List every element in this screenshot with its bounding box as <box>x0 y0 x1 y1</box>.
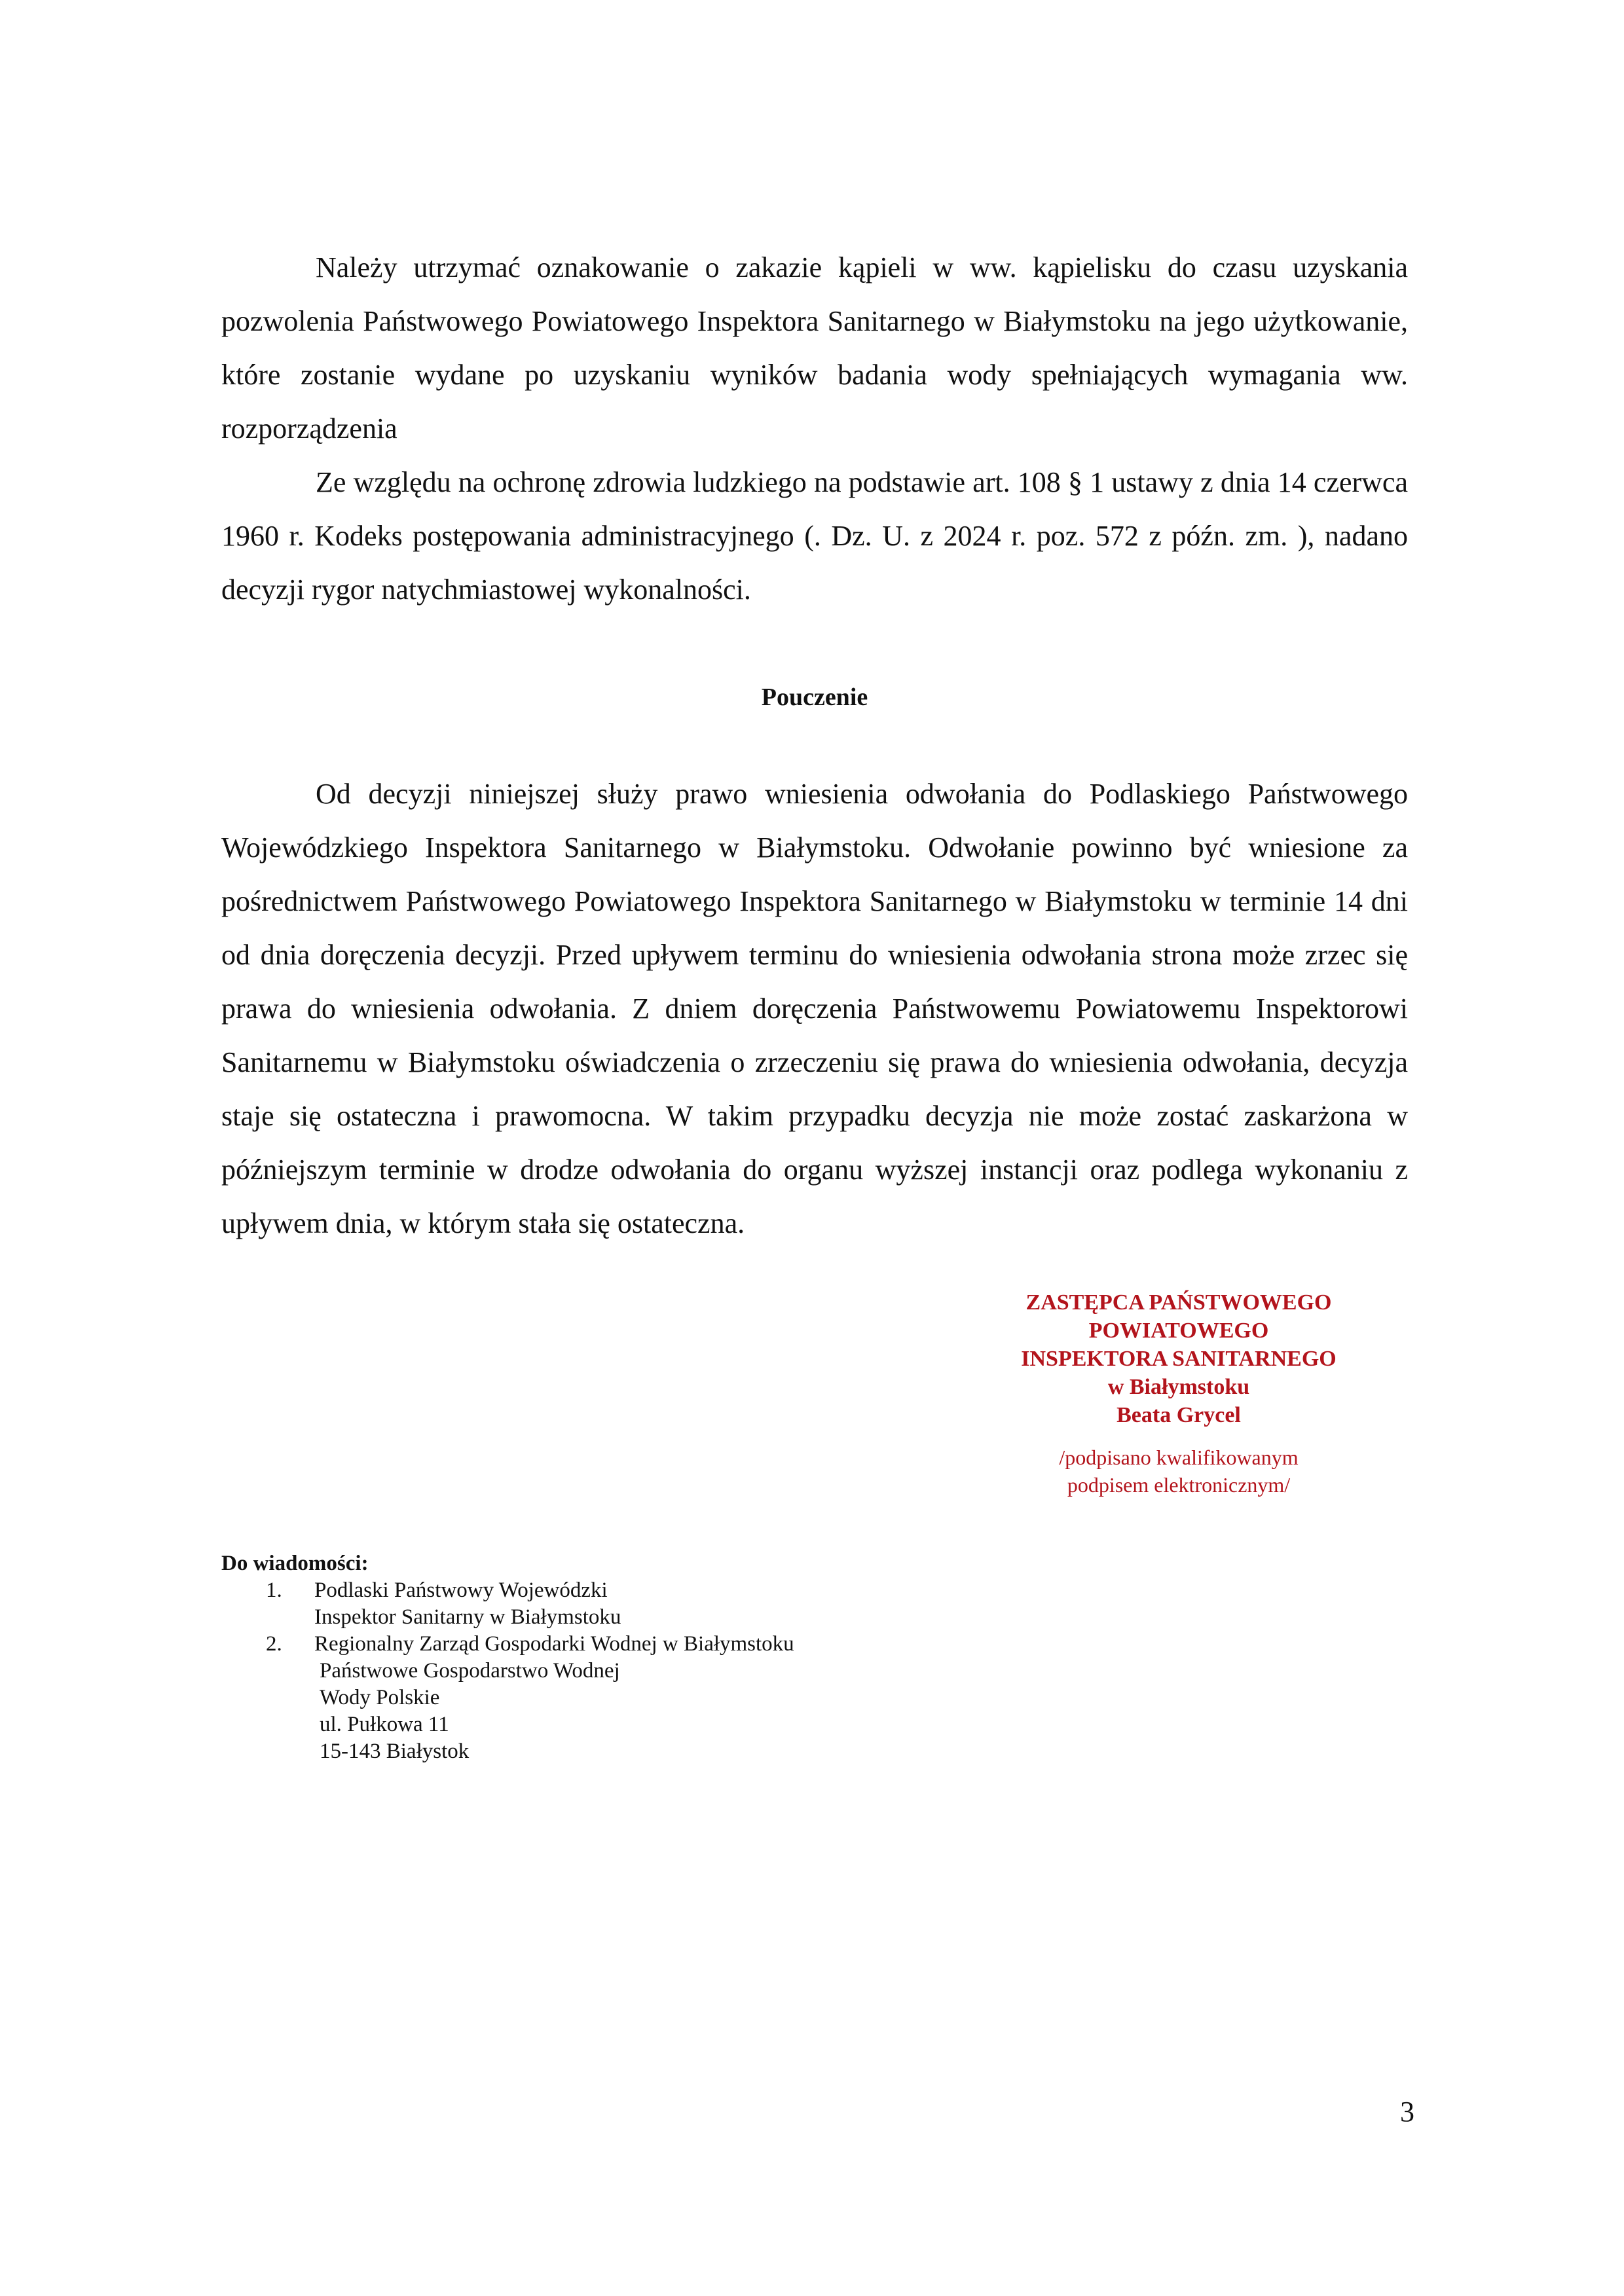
recipient-line: ul. Pułkowa 11 <box>320 1713 449 1736</box>
decision-paragraph: Ze względu na ochronę zdrowia ludzkiego na podstawie art. 108 § 1 ustawy z dnia 14 czerwca 1960 r. Kodeks postępowania administracyjnego (. Dz. U. z 2024 r. poz. 572 z późn. zm. ), nadano decyzji rygor natychmiastowej wykonalności. <box>221 466 1408 606</box>
signatory-title-line: ZASTĘPCA PAŃSTWOWEGO <box>1025 1290 1332 1315</box>
recipient-line: Regionalny Zarząd Gospodarki Wodnej w Białymstoku <box>314 1632 794 1656</box>
recipient-number: 1. <box>266 1578 282 1602</box>
appeal-paragraph: Od decyzji niniejszej służy prawo wniesienia odwołania do Podlaskiego Państwowego Wojewódzkiego Inspektora Sanitarnego w Białymstoku. Odwołanie powinno być wniesione za pośrednictwem Państwowego Powiatowego Inspektora Sanitarnego w Białymstoku w terminie 14 dni od dnia doręczenia decyzji. Przed upływem terminu do wniesienia odwołania strona może zrzec się prawa do wniesienia odwołania. Z dniem doręczenia Państwowemu Powiatowemu Inspektorowi Sanitarnemu w Białymstoku oświadczenia o zrzeczeniu się prawa do wniesienia odwołania, decyzja staje się ostateczna i prawomocna. W takim przypadku decyzja nie może zostać zaskarżona w późniejszym terminie w drodze odwołania do organu wyższej instancji oraz podlega wykonaniu z upływem dnia, w którym stała się ostateczna. <box>221 778 1408 1239</box>
recipient-line: 15-143 Białystok <box>320 1740 470 1763</box>
decision-paragraph: Należy utrzymać oznakowanie o zakazie kąpieli w ww. kąpielisku do czasu uzyskania pozwolenia Państwowego Powiatowego Inspektora Sanitarnego w Białymstoku na jego użytkowanie, które zostanie wydane po uzyskaniu wyników badania wody spełniających wymagania ww. rozporządzenia <box>221 251 1408 445</box>
decision-text <box>221 241 1408 617</box>
recipient-line: Inspektor Sanitarny w Białymstoku <box>314 1605 621 1629</box>
signatory-office-line: w Białymstoku <box>1107 1375 1250 1399</box>
recipient-number: 2. <box>266 1632 282 1656</box>
recipient-line: Podlaski Państwowy Wojewódzki <box>314 1578 608 1602</box>
recipient-line: Wody Polskie <box>320 1686 440 1709</box>
signature-block <box>917 1288 1441 1499</box>
signatory-title-line: POWIATOWEGO <box>1088 1319 1269 1343</box>
signatory-title-line: INSPEKTORA SANITARNEGO <box>1021 1347 1337 1371</box>
signature-note-line: podpisem elektronicznym/ <box>1067 1473 1291 1497</box>
recipients-heading: Do wiadomości: <box>221 1552 369 1575</box>
electronic-signature-note <box>917 1444 1441 1499</box>
recipient-line: Państwowe Gospodarstwo Wodnej <box>320 1659 620 1683</box>
recipient-item <box>221 1577 1007 1631</box>
signatory-name: Beata Grycel <box>1116 1403 1241 1427</box>
recipients-list <box>221 1577 1007 1765</box>
signature-note-line: /podpisano kwalifikowanym <box>1059 1446 1299 1469</box>
appeal-text <box>221 767 1408 1250</box>
page-number: 3 <box>1400 2096 1414 2128</box>
recipient-item <box>221 1631 1007 1765</box>
instruction-heading: Pouczenie <box>761 683 868 711</box>
recipients-section <box>221 1550 1007 1765</box>
signatory-title <box>917 1288 1441 1429</box>
